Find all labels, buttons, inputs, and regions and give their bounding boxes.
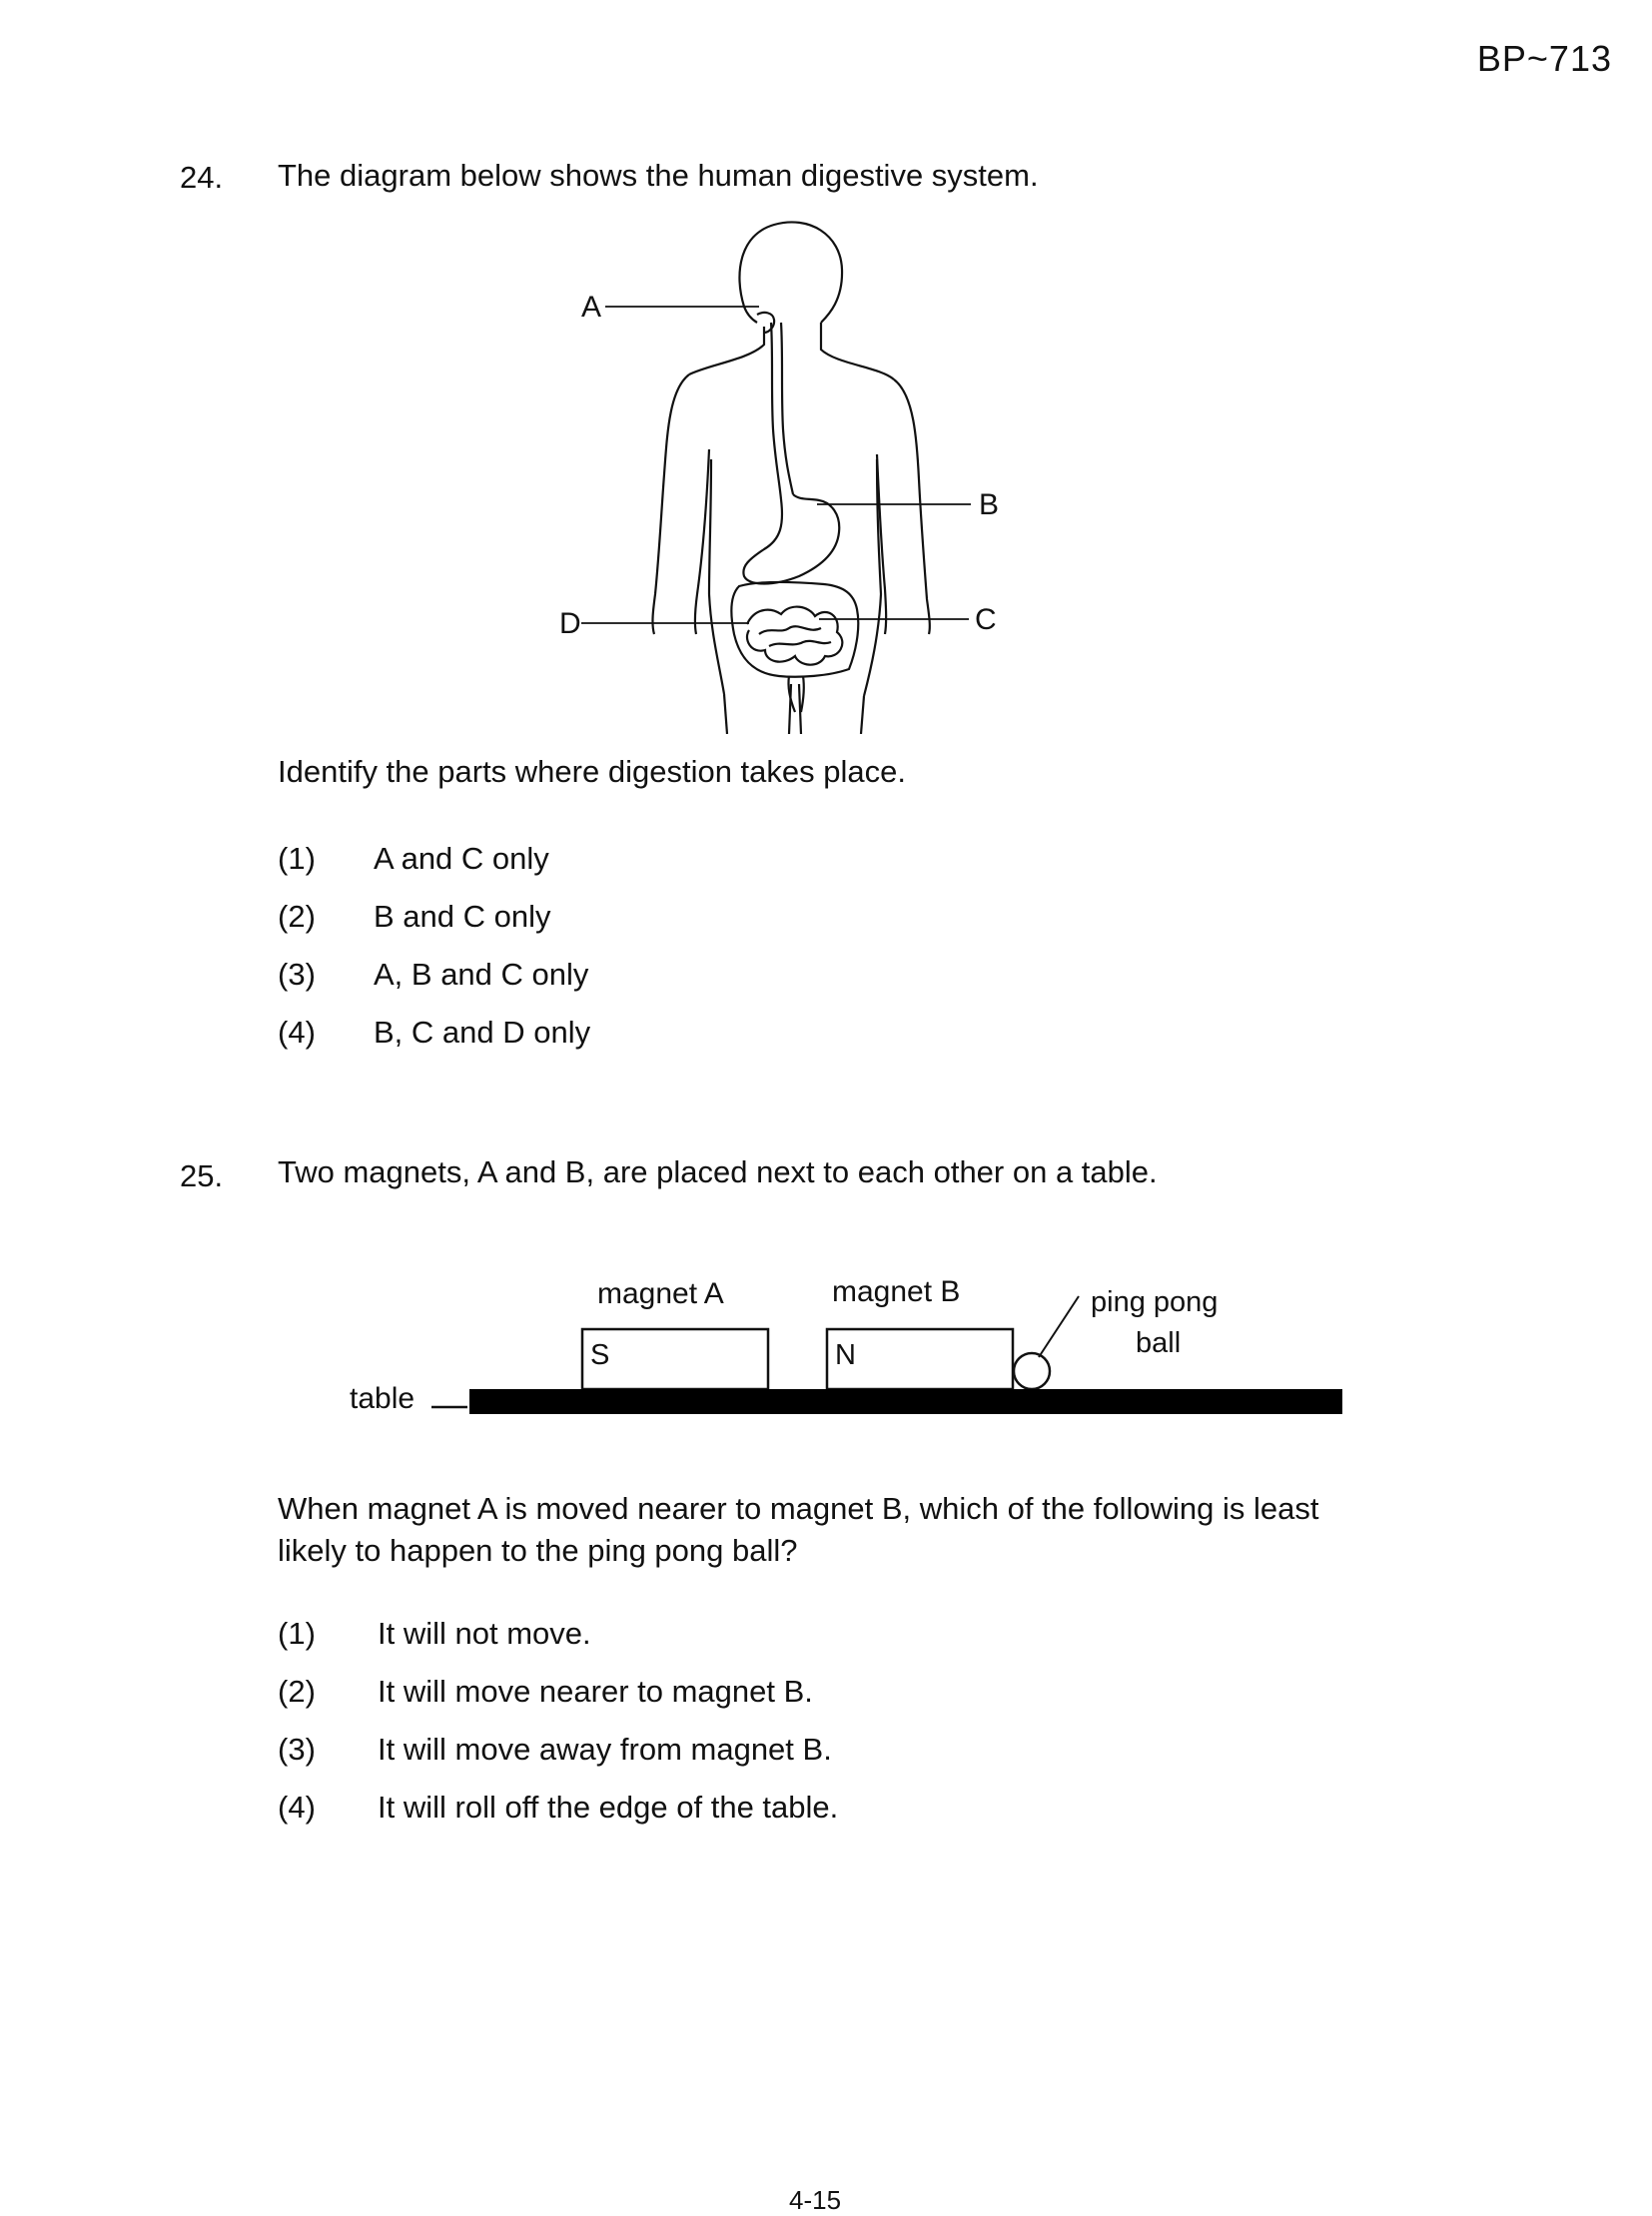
magnet-a-pole: S: [590, 1339, 610, 1371]
label-d: D: [559, 607, 581, 640]
right-shoulder-outline: [821, 323, 894, 379]
q24-option-2-text: B and C only: [374, 899, 551, 934]
q24-option-3-text: A, B and C only: [374, 957, 589, 992]
large-intestine-outline: [731, 582, 858, 677]
q24-option-4-number: (4): [278, 1015, 316, 1050]
question-25-number: 25.: [180, 1158, 224, 1193]
question-24-prompt: Identify the parts where digestion takes place.: [278, 754, 906, 789]
q24-option-1-text: A and C only: [374, 841, 549, 876]
ping-pong-ball: [1014, 1353, 1050, 1389]
small-intestine-outline: [747, 607, 842, 665]
table-label: table: [350, 1382, 415, 1415]
digestive-system-diagram: [559, 215, 1019, 734]
q25-option-3-number: (3): [278, 1732, 316, 1767]
esophagus-outline: [771, 323, 781, 499]
magnet-b-pole: N: [835, 1339, 856, 1371]
question-25-stem: Two magnets, A and B, are placed next to each other on a table.: [278, 1154, 1158, 1189]
question-24-stem: The diagram below shows the human digestive system.: [278, 158, 1039, 193]
magnet-a-label: magnet A: [597, 1277, 724, 1310]
q24-option-1-number: (1): [278, 841, 316, 876]
q25-option-1-text: It will not move.: [378, 1616, 591, 1651]
stomach-outline: [743, 494, 839, 584]
q24-option-4-text: B, C and D only: [374, 1015, 591, 1050]
label-c: C: [975, 603, 997, 636]
q25-option-2-text: It will move nearer to magnet B.: [378, 1674, 813, 1709]
page-number: 4-15: [789, 2185, 842, 2215]
q24-option-3-number: (3): [278, 957, 316, 992]
q25-option-4-number: (4): [278, 1790, 316, 1825]
label-b: B: [979, 488, 1000, 521]
q25-option-2-number: (2): [278, 1674, 316, 1709]
question-25-prompt-line1: When magnet A is moved nearer to magnet B, which of the following is least: [278, 1491, 1319, 1526]
ball-leader: [1039, 1296, 1079, 1357]
magnet-b-label: magnet B: [832, 1275, 961, 1308]
q25-option-4-text: It will roll off the edge of the table.: [378, 1790, 839, 1825]
head-outline: [739, 222, 842, 323]
q24-option-2-number: (2): [278, 899, 316, 934]
document-code: BP~713: [1476, 38, 1612, 79]
question-25-prompt-line2: likely to happen to the ping pong ball?: [278, 1533, 798, 1568]
q25-option-1-number: (1): [278, 1616, 316, 1651]
ball-label-line1: ping pong: [1091, 1286, 1219, 1318]
label-a: A: [581, 291, 602, 324]
q25-option-3-text: It will move away from magnet B.: [378, 1732, 832, 1767]
question-24-number: 24.: [180, 160, 224, 195]
left-shoulder-outline: [689, 327, 764, 374]
magnet-a-body: [582, 1329, 768, 1389]
ball-label-line2: ball: [1136, 1327, 1182, 1359]
magnets-diagram: [340, 1263, 1358, 1423]
table-surface: [469, 1389, 1342, 1414]
